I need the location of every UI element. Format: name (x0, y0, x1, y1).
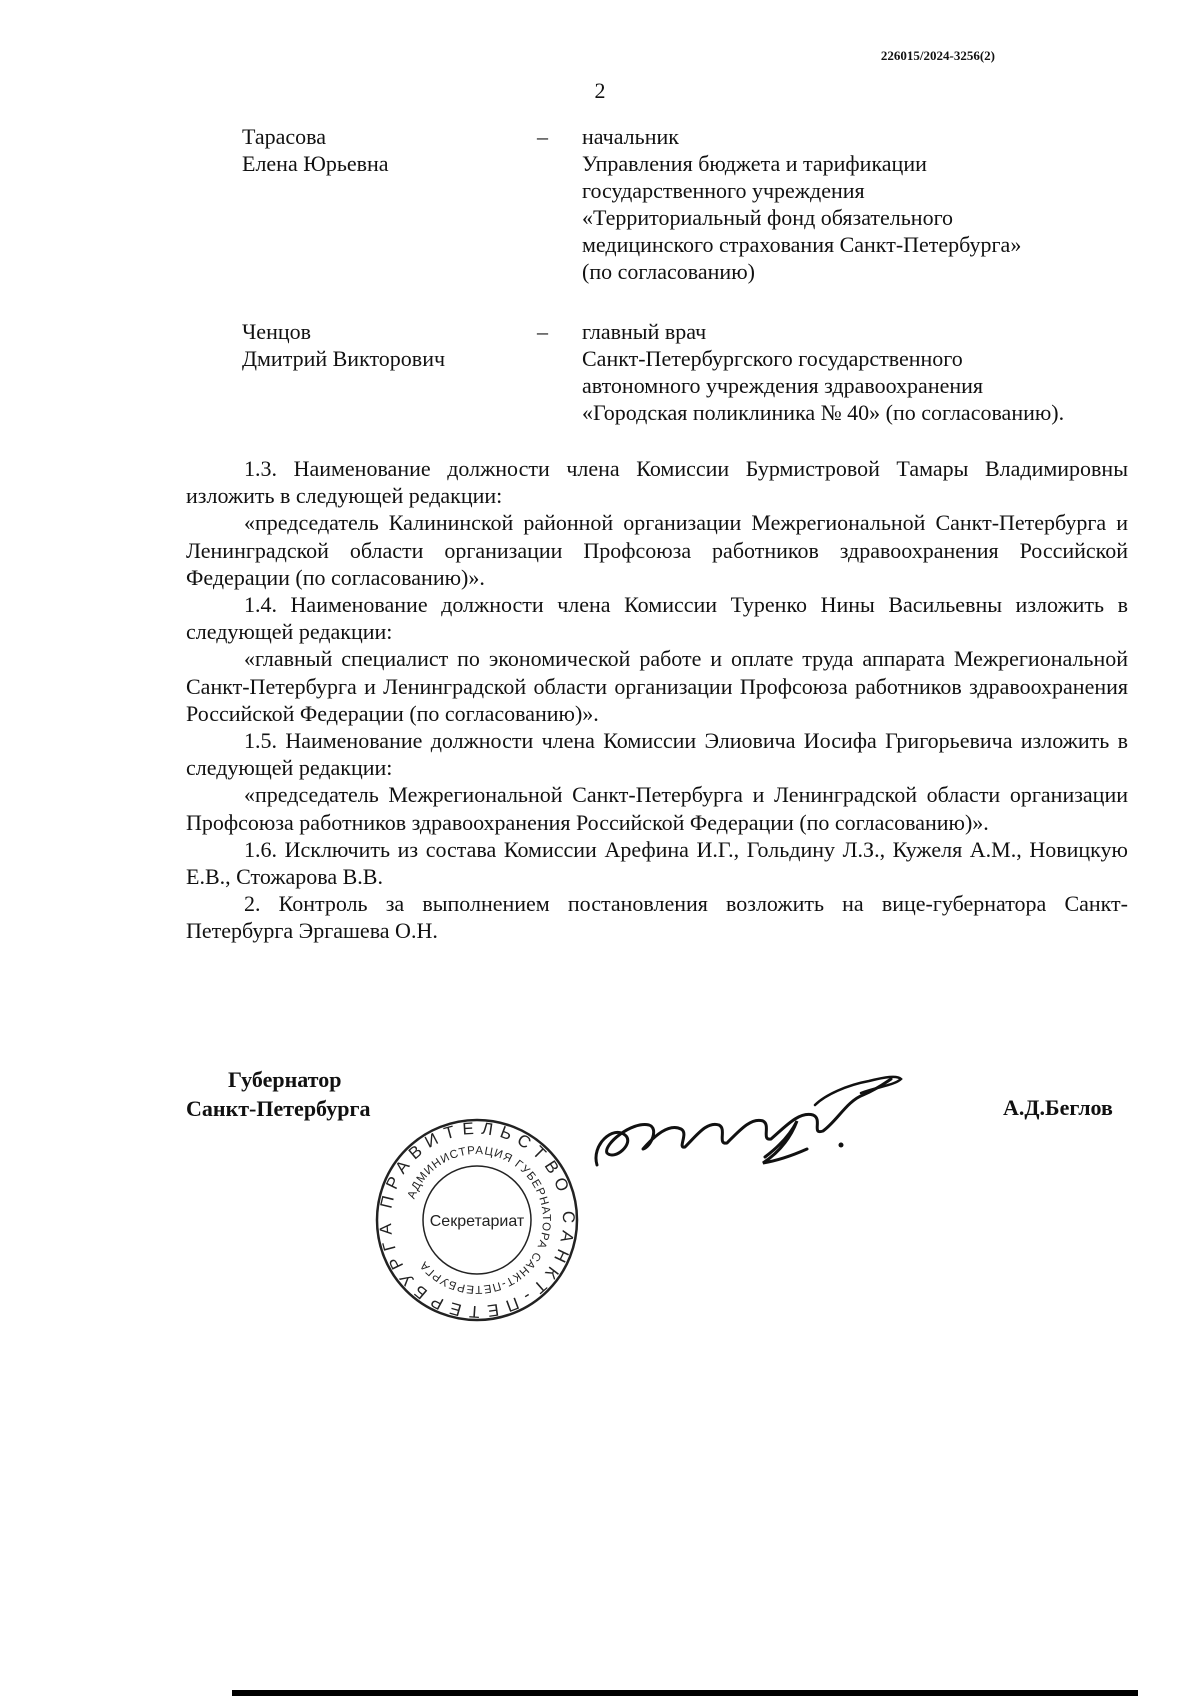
member-name: Тарасова Елена Юрьевна (242, 124, 389, 176)
handwritten-signature (585, 1065, 925, 1185)
paragraph-1-4: 1.4. Наименование должности члена Комиссии Туренко Нины Васильевны изложить в следующей редакции: (186, 592, 1128, 645)
page-number: 2 (594, 78, 606, 103)
signer-name: А.Д.Беглов (1003, 1095, 1113, 1120)
paragraph-1-3-text: «председатель Калининской районной организации Межрегиональной Санкт-Петербурга и Ленинградской области организации Профсоюза работников здравоохранения Российской Федерации (по согласованию)». (186, 510, 1128, 590)
seal-inner-text: АДМИНИСТРАЦИЯ ГУБЕРНАТОРА САНКТ-ПЕТЕРБУРГА (405, 1144, 553, 1296)
member-position: главный врач Санкт-Петербургского государственного автономного учреждения здравоохранения «Городская поликлиника № 40» (по согласованию). (582, 319, 1065, 425)
official-seal (372, 1115, 582, 1325)
signature-block (0, 1065, 1200, 1355)
document-number: 226015/2024-3256(2) (880, 48, 995, 63)
paragraph-1-4-text: «главный специалист по экономической работе и оплате труда аппарата Межрегиональной Санкт-Петербурга и Ленинградской области организации Профсоюза работников здравоохранения Российской Федерации (по согласованию)». (186, 646, 1128, 726)
paragraph-1-6: 1.6. Исключить из состава Комиссии Арефина И.Г., Гольдину Л.З., Кужеля А.М., Новицкую Е.В., Стожарова В.В. (186, 836, 1128, 890)
member-dash: – (537, 319, 548, 344)
signatory-title: Губернатор Санкт-Петербурга (186, 1067, 371, 1121)
paragraph-1-5-text: «председатель Межрегиональной Санкт-Петербурга и Ленинградской области организации Профсоюза работников здравоохранения Российской Федерации (по согласованию)». (186, 782, 1128, 835)
member-name: Ченцов Дмитрий Викторович (242, 319, 446, 371)
paragraph-1-3: 1.3. Наименование должности члена Комиссии Бурмистровой Тамары Владимировны изложить в следующей редакции: (186, 456, 1128, 509)
page-bottom-bar (232, 1690, 1138, 1696)
paragraph-1-5: 1.5. Наименование должности члена Комиссии Элиовича Иосифа Григорьевича изложить в следующей редакции: (186, 728, 1128, 781)
seal-center-text: Секретариат (429, 1213, 525, 1230)
paragraph-2: 2. Контроль за выполнением постановления возложить на вице-губернатора Санкт-Петербурга Эргашева О.Н. (186, 891, 1128, 944)
seal-outer-text: ПРАВИТЕЛЬСТВО САНКТ-ПЕТЕРБУРГА (375, 1118, 579, 1322)
member-position: начальник Управления бюджета и тарификации государственного учреждения «Территориальный фонд обязательного медицинского страхования Санкт-Петербурга» (по согласованию) (582, 124, 1022, 284)
member-dash: – (537, 124, 548, 149)
decree-body (186, 455, 1128, 945)
